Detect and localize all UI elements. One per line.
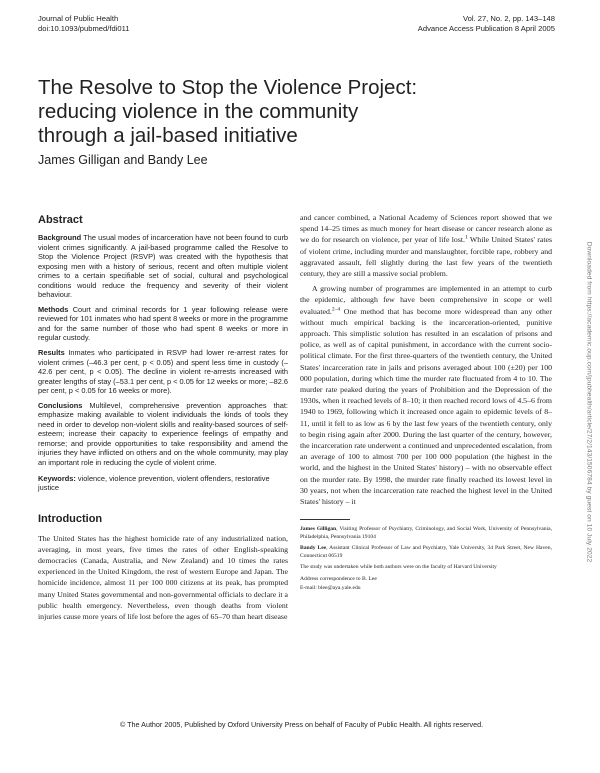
authors: James Gilligan and Bandy Lee bbox=[38, 153, 208, 167]
text-run: A growing number of programmes are implemented in an attempt to curb the epidemic, although few have been comprehensive in scope or well evaluated. bbox=[300, 284, 552, 316]
abstract-background bbox=[38, 233, 288, 300]
article-title bbox=[38, 76, 558, 148]
keywords bbox=[38, 474, 288, 493]
abstract-heading: Abstract bbox=[38, 214, 83, 226]
author-name: Bandy Lee bbox=[300, 545, 327, 552]
text-run: While United States' rates of violent crime, including murder and manslaughter, forcible rape, robbery and aggravated assault, fell slightly during the last few years of the twentieth century, they are still a massive social problem. bbox=[300, 235, 552, 279]
text-run: and cancer combined, a National Academy of Sciences report showed that we spend 14–25 times as much money for heart disease or cancer research alone as we do for research on violence, per year of life lost. bbox=[300, 213, 552, 245]
author-name: James Gilligan bbox=[300, 526, 337, 533]
abstract-methods bbox=[38, 305, 288, 343]
reference-2-4[interactable]: 2–4 bbox=[331, 306, 341, 313]
introduction-body bbox=[38, 533, 288, 623]
volume-info: Vol. 27, No. 2, pp. 143–148 bbox=[462, 14, 555, 23]
issue-header bbox=[418, 14, 555, 34]
title-line: reducing violence in the community bbox=[38, 100, 359, 123]
title-line: through a jail-based initiative bbox=[38, 124, 298, 147]
background-label: Background bbox=[38, 233, 82, 242]
results-label: Results bbox=[38, 348, 65, 358]
title-line: The Resolve to Stop the Violence Project: bbox=[38, 76, 418, 99]
affiliation-text: , Assistant Clinical Professor of Law and Psychiatry, Yale University, 34 Park Street, New Haven, Connecticut 06519 bbox=[300, 545, 552, 559]
keywords-text: violence, violence prevention, violent offenders, restorative justice bbox=[38, 473, 270, 493]
study-note: The study was undertaken while both authors were on the faculty of Harvard University bbox=[300, 564, 497, 571]
abstract-results bbox=[38, 348, 288, 396]
text-run: One method that has become more widespread than any other without much empirical backing is the incarceration-oriented, punitive approach. This simplistic solution has resulted in an escalation of prisons and police, as well as of capital punishment, in accordance with the current socio-political climate. For the first three-quarters of the twentieth century, the United States' incarceration rate in jails and prisons averaged about 100 (±20) per 100 000 population, during which time the murder rate fluctuated from 4 to 10. The murder rate peaked during the years of Prohibition and the Depression of the 1930s, when it reached levels of 8–10; it then reached record lows of 4.5–6 from 1940 to 1969, following which it increased once again to epidemic levels of 8–11, until it fell to as low as 6 by the last few years of the twentieth century, only to begin rising again after 2000. During the last quarter of the century, however, the incarceration rate underwent a continued and unprecedented escalation, from an average of 100 to almost 700 per 100 000 population (the highest in the world, and the highest in the United States' history) – with no observable effect on the murder rate. By 1998, the murder rate finally reached its lowest level in 30 years, not when the incarceration rate reached the highest level in the United States' history – it bbox=[300, 306, 552, 507]
keywords-label: Keywords: bbox=[38, 473, 76, 483]
reference-1[interactable]: 1 bbox=[464, 234, 468, 241]
watermark-text: Downloaded from https://academic.oup.com/jpubhealth/article/27/2/143/1506784 by guest on 10 July 2022 bbox=[585, 241, 593, 563]
body-paragraph bbox=[300, 212, 552, 279]
abstract-conclusions bbox=[38, 401, 288, 468]
affiliation-text: , Visiting Professor of Psychiatry, Criminology, and Social Work, University of Pennsylvania, Philadelphia, Pennsylvania 19104 bbox=[300, 526, 552, 540]
affiliation-gilligan bbox=[300, 526, 552, 541]
email[interactable]: E-mail: blee@aya.yale.edu bbox=[300, 585, 361, 592]
copyright-footer: © The Author 2005, Published by Oxford University Press on behalf of Faculty of Public Health. All rights reserved. bbox=[120, 720, 484, 729]
correspondence: Address correspondence to B. Lee bbox=[300, 575, 377, 582]
affiliation-lee bbox=[300, 545, 552, 560]
methods-label: Methods bbox=[38, 304, 69, 314]
doi: doi:10.1093/pubmed/fdi011 bbox=[38, 24, 130, 33]
footnote-rule bbox=[300, 519, 350, 520]
advance-access: Advance Access Publication 8 April 2005 bbox=[417, 24, 555, 33]
methods-text: Court and criminal records for 1 year following release were reviewed for 101 inmates who had spent 8 weeks or more in the programme and for the same number of those who had spent 8 weeks or more in regular custody. bbox=[38, 304, 288, 343]
download-watermark bbox=[584, 172, 594, 632]
left-column bbox=[38, 214, 288, 622]
right-column bbox=[300, 212, 552, 597]
journal-name: Journal of Public Health bbox=[38, 14, 119, 23]
conclusions-text: Multilevel, comprehensive prevention approaches that: emphasize making available to violent individuals the kinds of tools they need in order to develop non-violent skills and reality-based sources of self-esteem; increase their capacity to experience feelings of empathy and remorse; and provide opportunities to take responsibility and amend the injuries they have inflicted on others and on the whole community, may play an important role in reducing the cycle of violent crime. bbox=[38, 400, 288, 468]
abstract bbox=[38, 233, 288, 468]
affiliations bbox=[300, 526, 552, 593]
introduction-paragraph: The United States has the highest homicide rate of any industrialized nation, averaging, in most years, five times the rates of other English-speaking democracies (Canada, Australia, and New Zealand) and 10 times the rates experienced in the United Kingdom, the rest of western Europe and Japan. The homicide incidence, almost 11 per 100 000 citizens at its peak, has prompted many United States governmental and non-governmental officials to declare it a public health emergency. Nevertheless, even though deaths from violent injuries cause more years of life lost before the ages of 65–70 than heart disease bbox=[38, 533, 288, 622]
journal-header bbox=[38, 14, 129, 34]
results-text: Inmates who participated in RSVP had lower re-arrest rates for violent crimes (–46.3 per cent, p < 0.05) and spent less time in custody (–42.6 per cent, p < 0.05). The decline in violent re-arrests increased with greater lengths of stay (–53.1 per cent, p < 0.05 for 12 weeks or more; –82.6 per cent, p < 0.05 for 16 weeks or more). bbox=[38, 348, 288, 396]
introduction-heading: Introduction bbox=[38, 512, 103, 525]
body-paragraph bbox=[300, 283, 552, 507]
background-text: The usual modes of incarceration have not been found to curb violent crimes significantly. A jail-based programme called the Resolve to Stop the Violence Project (RSVP) was created with the hypothesis that exposing men with a history of serious, recent and often multiple violent crimes to a certain specifiable set of social, cultural and psychological conditions would reduce the frequency and severity of their violent behaviour. bbox=[38, 233, 289, 300]
conclusions-label: Conclusions bbox=[38, 400, 83, 410]
